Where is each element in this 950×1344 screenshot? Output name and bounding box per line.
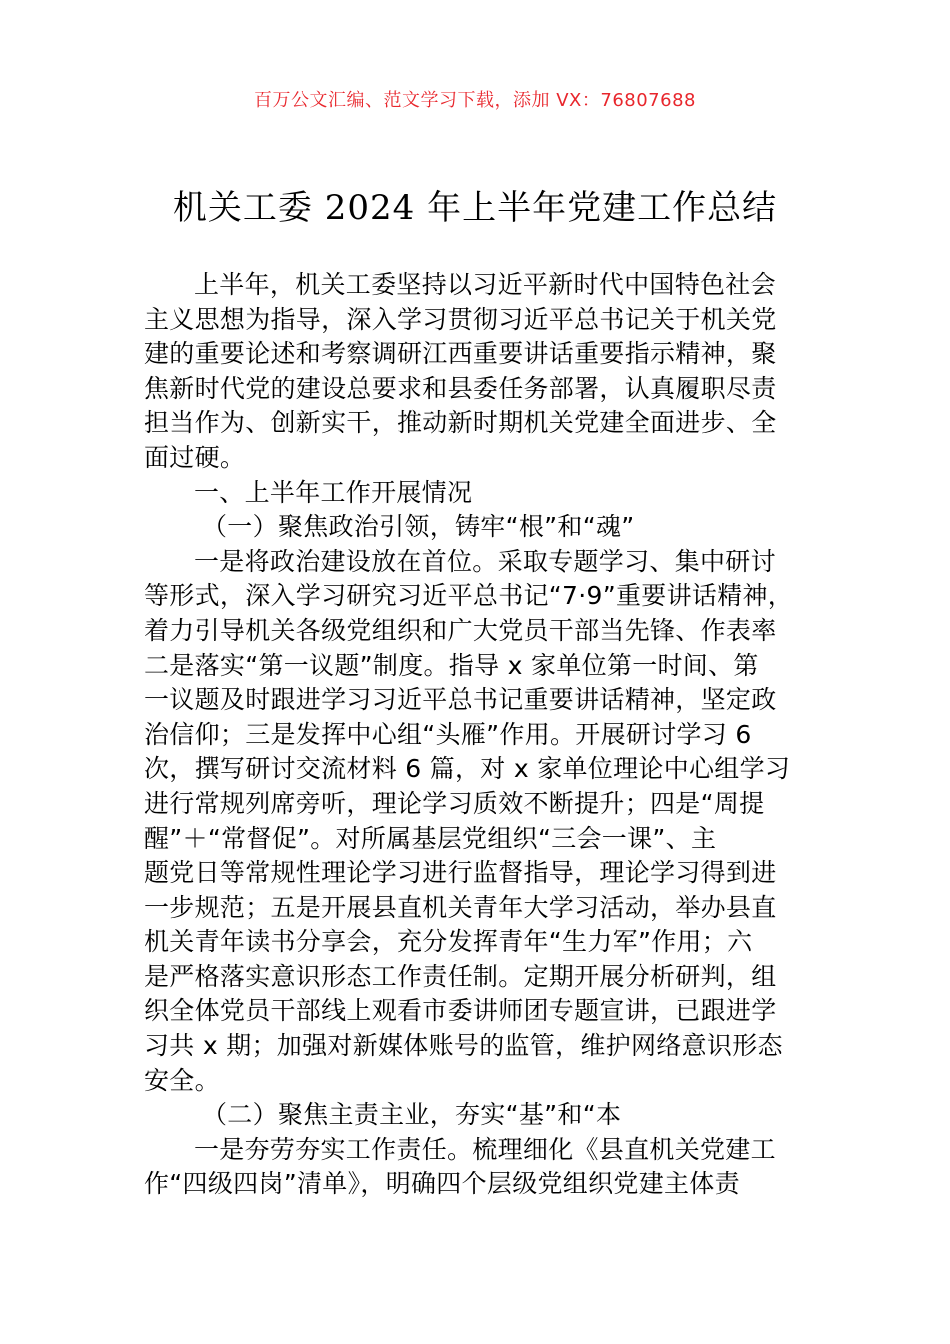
paragraph-line: 次，撰写研讨交流材料 6 篇，对 x 家单位理论中心组学习 [144,754,791,784]
paragraph-line: 治信仰；三是发挥中心组“头雁”作用。开展研讨学习 6 [144,719,752,749]
paragraph-line: 习共 x 期；加强对新媒体账号的监管，维护网络意识形态 [144,1031,783,1061]
watermark-banner: 百万公文汇编、范文学习下载，添加 VX：76807688 [254,90,696,111]
paragraph-line: 一是夯劳夯实工作责任。梳理细化《县直机关党建工 [194,1134,776,1164]
document-title: 机关工委 2024 年上半年党建工作总结 [172,188,778,228]
paragraph-line: 醒”＋“常督促”。对所属基层党组织“三会一课”、主 [144,823,717,853]
paragraph-line: 一是将政治建设放在首位。采取专题学习、集中研讨 [194,546,776,576]
subsection-heading: （二）聚焦主责主业，夯实“基”和“本 [202,1100,622,1130]
paragraph-line: 上半年，机关工委坚持以习近平新时代中国特色社会 [194,270,776,299]
paragraph-line: 题党日等常规性理论学习进行监督指导，理论学习得到进 [144,858,777,888]
paragraph-line: 进行常规列席旁听，理论学习质效不断提升；四是“周提 [144,788,765,818]
paragraph-line: 等形式，深入学习研究习近平总书记“7·9”重要讲话精神， [144,581,794,611]
paragraph-line: 焦新时代党的建设总要求和县委任务部署，认真履职尽责 [144,373,777,403]
paragraph-line: 作“四级四岗”清单》，明确四个层级党组织党建主体责 [144,1169,740,1199]
subsection-heading: （一）聚焦政治引领，铸牢“根”和“魂” [202,512,635,542]
paragraph-line: 机关青年读书分享会，充分发挥青年“生力军”作用；六 [144,927,753,957]
paragraph-line: 是严格落实意识形态工作责任制。定期开展分析研判，组 [144,961,777,991]
section-heading: 一、上半年工作开展情况 [194,477,473,507]
paragraph-line: 着力引导机关各级党组织和广大党员干部当先锋、作表率 [144,615,777,645]
document-body [144,268,810,1202]
paragraph-line: 织全体党员干部线上观看市委讲师团专题宣讲，已跟进学 [144,996,777,1026]
paragraph-line: 一议题及时跟进学习习近平总书记重要讲话精神，坚定政 [144,685,777,715]
paragraph-line: 二是落实“第一议题”制度。指导 x 家单位第一时间、第 [144,650,759,680]
paragraph-line: 安全。 [144,1065,220,1095]
paragraph-line: 主义思想为指导，深入学习贯彻习近平总书记关于机关党 [144,304,777,334]
paragraph-line: 面过硬。 [144,442,246,472]
paragraph-line: 一步规范；五是开展县直机关青年大学习活动，举办县直 [144,892,777,922]
paragraph-line: 担当作为、创新实干，推动新时期机关党建全面进步、全 [144,408,777,438]
paragraph-line: 建的重要论述和考察调研江西重要讲话重要指示精神，聚 [144,339,777,369]
